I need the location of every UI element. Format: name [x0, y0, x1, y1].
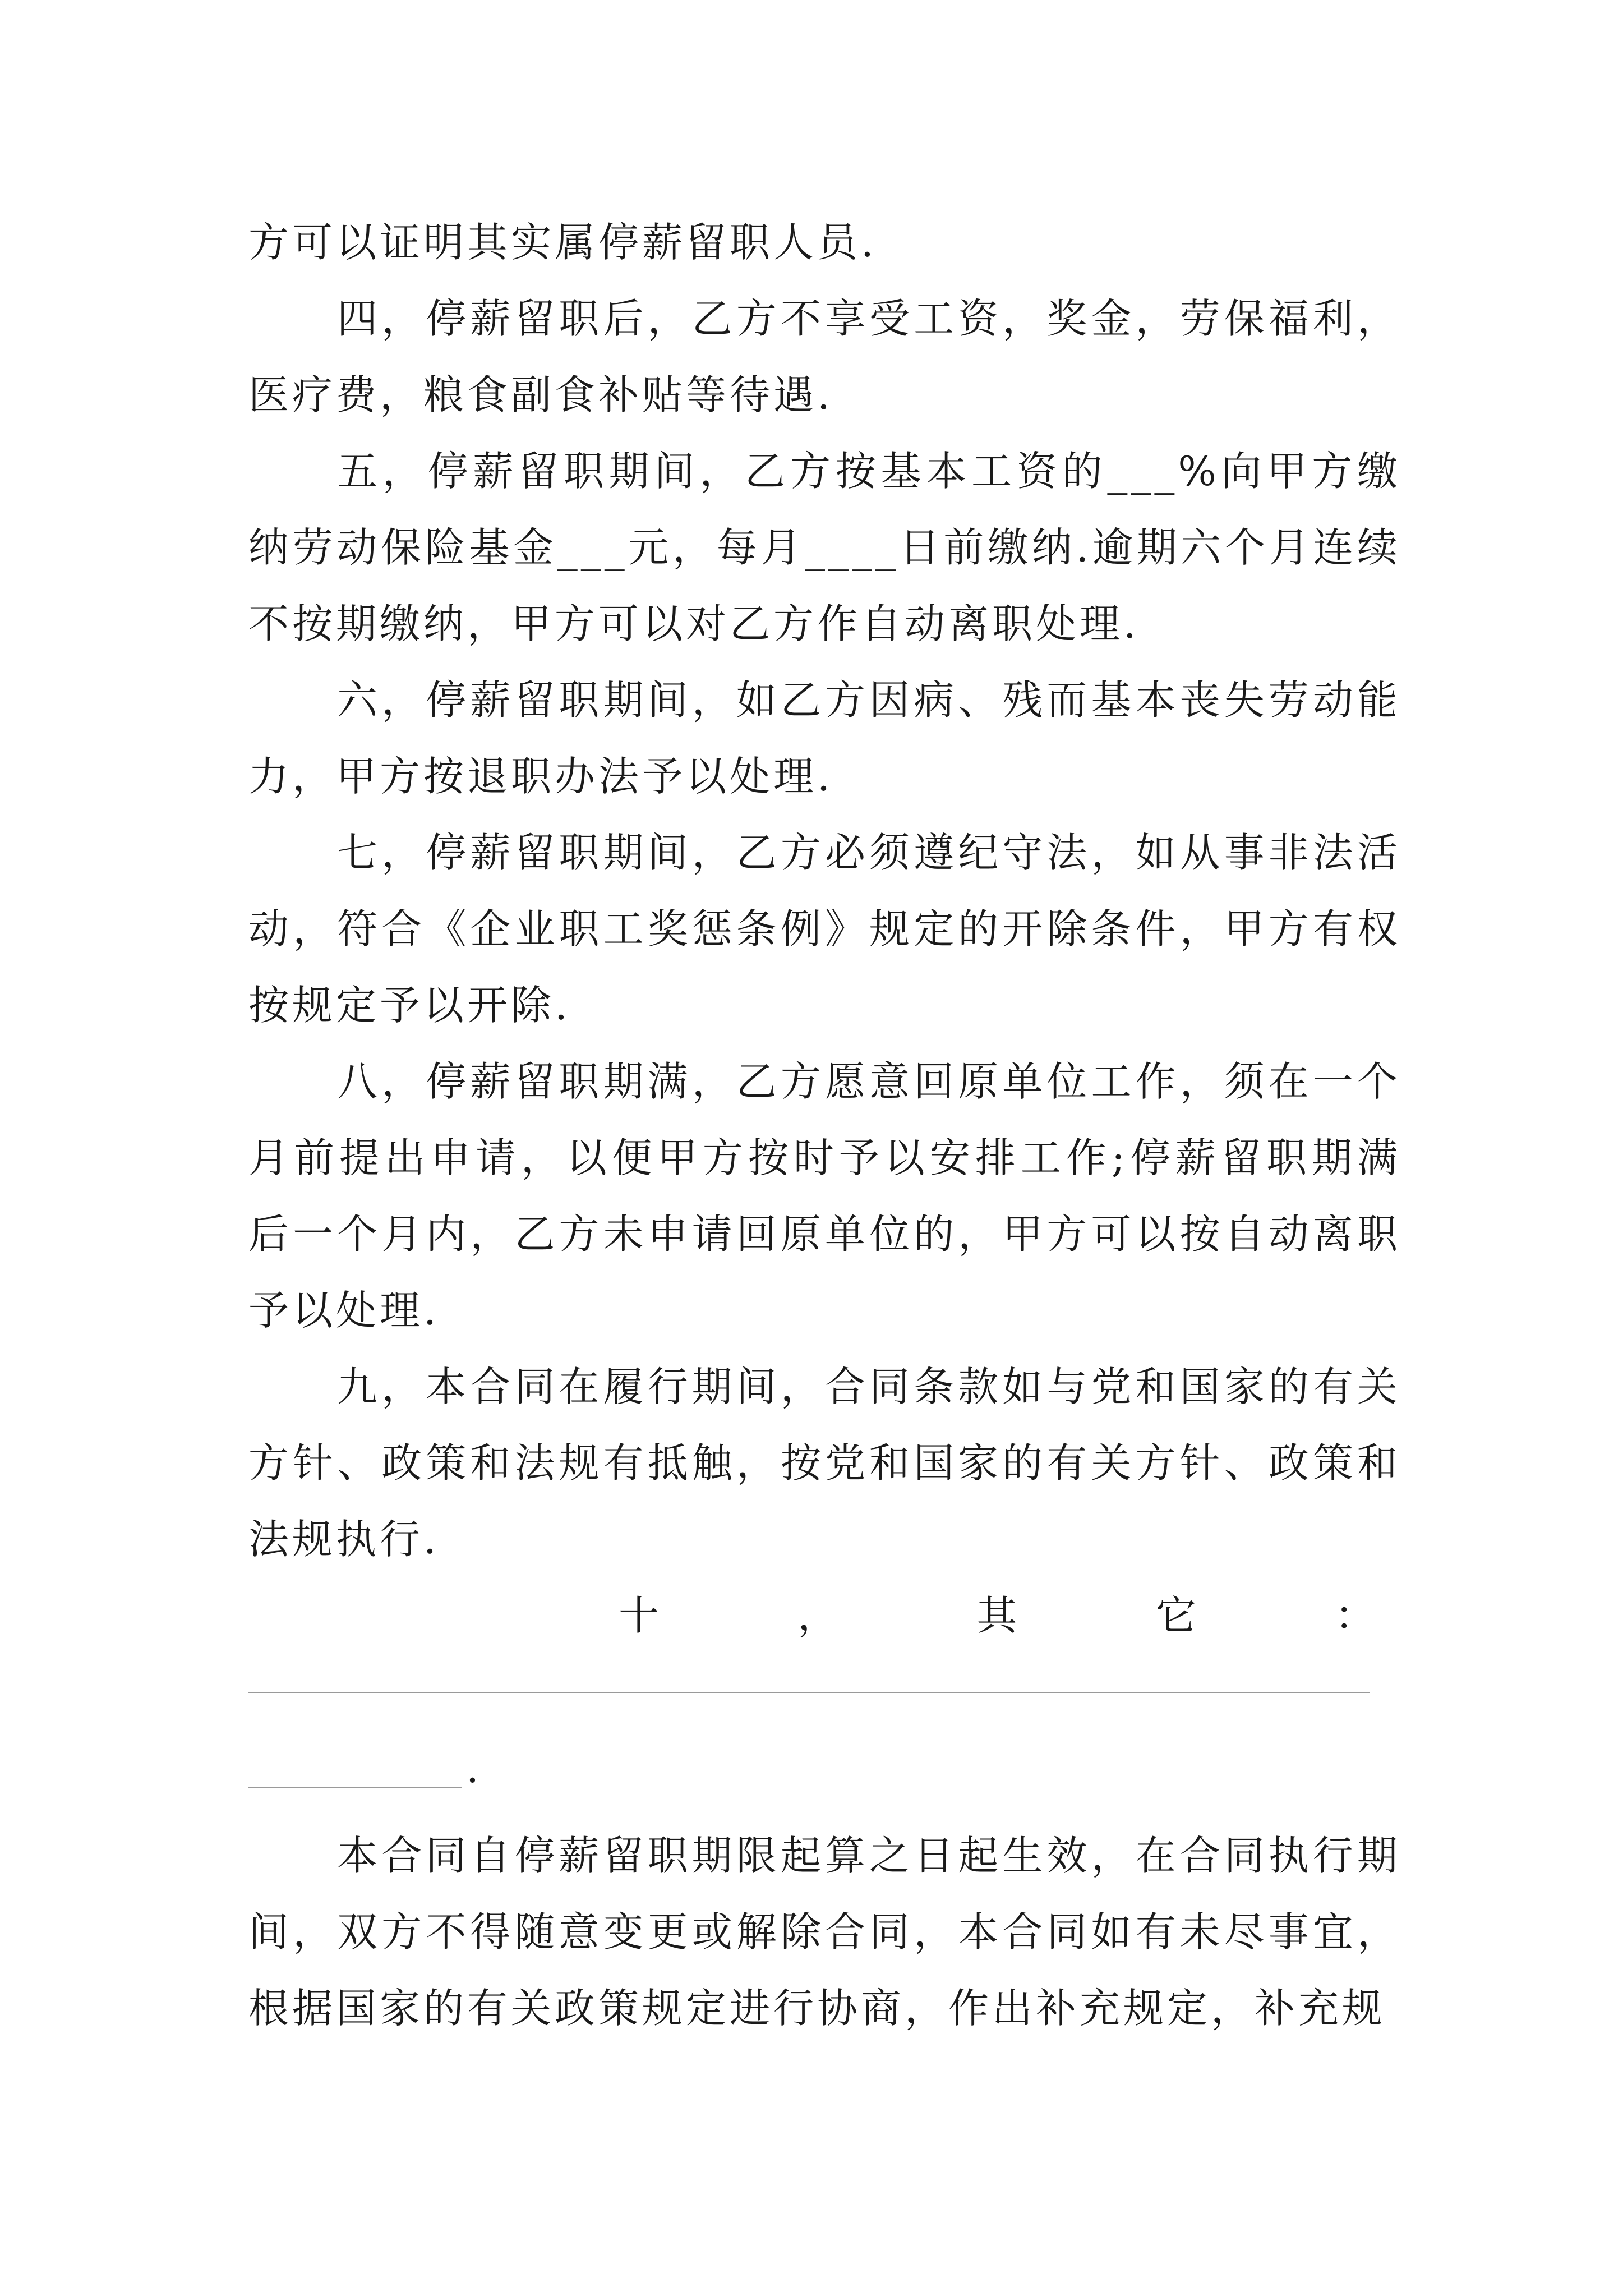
clause-10-char: 其 — [976, 1592, 1021, 1639]
clause-6: 六，停薪留职期间，如乙方因病、残而基本丧失劳动能力，甲方按退职办法予以处理. — [248, 677, 1401, 800]
final-paragraph: 本合同自停薪留职期限起算之日起生效，在合同执行期间，双方不得随意变更或解除合同，本合同如有未尽事宜，根据国家的有关政策规定进行协商，作出补充规定，补充规 — [248, 1832, 1401, 2032]
clause-10-comma: ， — [797, 1592, 842, 1639]
blank-end-period: . — [466, 1745, 482, 1792]
fill-in-blank-line — [248, 1654, 1401, 1730]
clause-9: 九，本合同在履行期间，合同条款如与党和国家的有关方针、政策和法规有抵触，按党和国家的有关方针、政策和法规执行. — [248, 1363, 1401, 1563]
document-body — [248, 204, 1401, 2046]
clause-4: 四，停薪留职后，乙方不享受工资，奖金，劳保福利，医疗费，粮食副食补贴等待遇. — [248, 295, 1401, 418]
clause-8: 八，停薪留职期满，乙方愿意回原单位工作，须在一个月前提出申请，以便甲方按时予以安排工作;停薪留职期满后一个月内，乙方未申请回原单位的，甲方可以按自动离职予以处理. — [248, 1058, 1401, 1334]
paragraph-continuation: 方可以证明其实属停薪留职人员. — [248, 219, 877, 266]
clause-7: 七，停薪留职期间，乙方必须遵纪守法，如从事非法活动，符合《企业职工奖惩条例》规定的开除条件，甲方有权按规定予以开除. — [248, 829, 1401, 1029]
clause-10-colon: ： — [1334, 1592, 1378, 1639]
blank-rule — [248, 1692, 1370, 1693]
clause-10-heading — [248, 1577, 1401, 1654]
clause-10-char: 十 — [619, 1592, 663, 1639]
fill-in-blank-short — [248, 1730, 1401, 1806]
blank-rule-short — [248, 1787, 462, 1788]
clause-10-char: 它 — [1155, 1592, 1200, 1639]
clause-5: 五，停薪留职期间，乙方按基本工资的___%向甲方缴纳劳动保险基金___元，每月____日前缴纳.逾期六个月连续不按期缴纳，甲方可以对乙方作自动离职处理. — [248, 448, 1401, 647]
